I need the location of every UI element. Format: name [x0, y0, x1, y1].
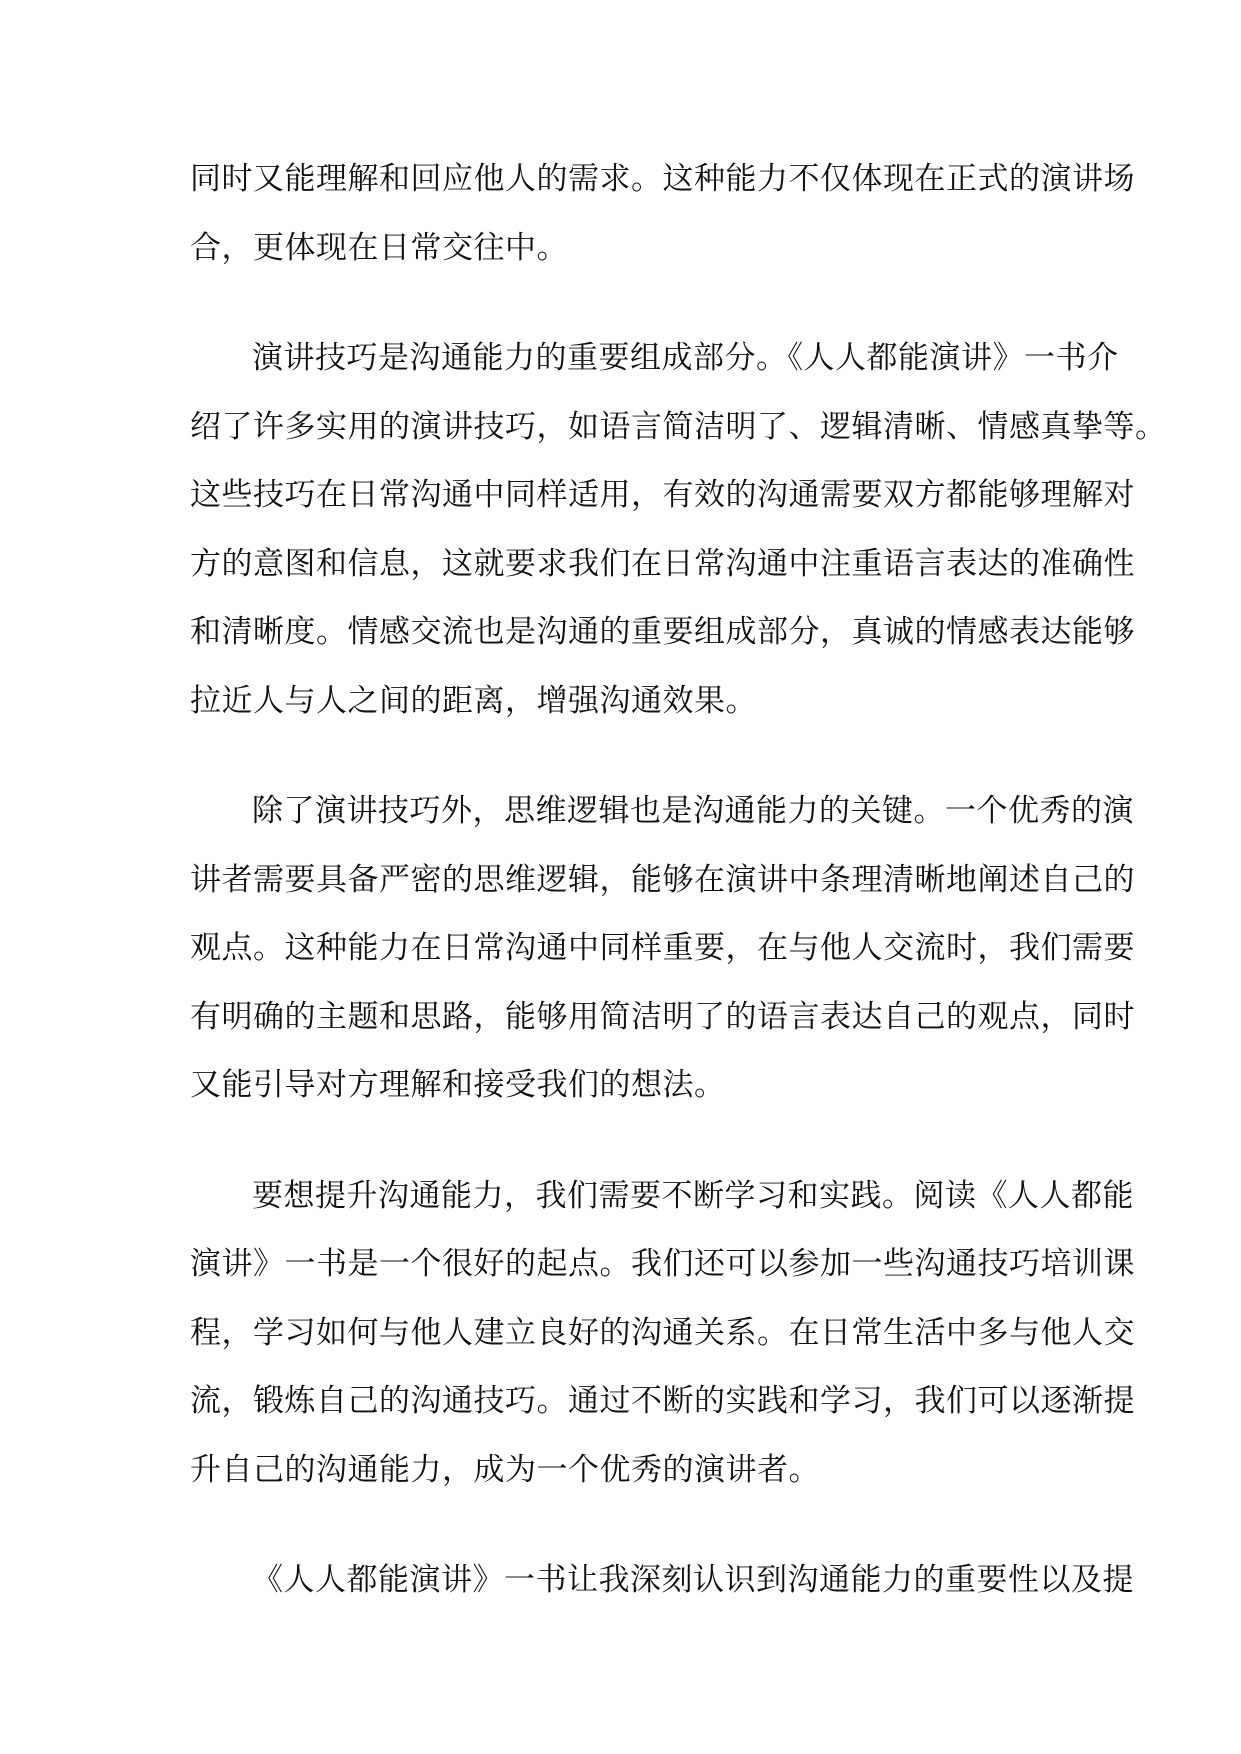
paragraph-line: 又能引导对方理解和接受我们的想法。 [190, 1067, 726, 1103]
paragraph-4 [190, 1162, 1135, 1505]
paragraph-line: 讲者需要具备严密的思维逻辑，能够在演讲中条理清晰地阐述自己的 [190, 861, 1135, 898]
paragraph-line: 流，锻炼自己的沟通技巧。通过不断的实践和学习，我们可以逐渐提 [190, 1383, 1135, 1419]
paragraph-line: 方的意图和信息，这就要求我们在日常沟通中注重语言表达的准确性 [190, 545, 1135, 582]
paragraph-line: 要想提升沟通能力，我们需要不断学习和实践。阅读《人人都能 [252, 1177, 1134, 1214]
paragraph-2 [190, 324, 1167, 735]
paragraph-line: 演讲》一书是一个很好的起点。我们还可以参加一些沟通技巧培训课 [190, 1246, 1135, 1282]
paragraph-line: 《人人都能演讲》一书让我深刻认识到沟通能力的重要性以及提 [252, 1562, 1134, 1598]
paragraph-line: 合，更体现在日常交往中。 [190, 229, 568, 266]
paragraph-line: 绍了许多实用的演讲技巧，如语言简洁明了、逻辑清晰、情感真挚等。 [190, 408, 1167, 445]
paragraph-line: 拉近人与人之间的距离，增强沟通效果。 [190, 682, 757, 719]
paragraph-line: 除了演讲技巧外，思维逻辑也是沟通能力的关键。一个优秀的演 [252, 793, 1134, 829]
paragraph-line: 演讲技巧是沟通能力的重要组成部分。《人人都能演讲》一书介 [252, 340, 1119, 376]
paragraph-line: 程，学习如何与他人建立良好的沟通关系。在日常生活中多与他人交 [190, 1314, 1135, 1351]
paragraph-line: 和清晰度。情感交流也是沟通的重要组成部分，真诚的情感表达能够 [190, 614, 1135, 650]
paragraph-line: 升自己的沟通能力，成为一个优秀的演讲者。 [190, 1451, 820, 1488]
paragraph-line: 有明确的主题和思路，能够用简洁明了的语言表达自己的观点，同时 [190, 998, 1135, 1035]
paragraph-3 [190, 777, 1135, 1120]
paragraph-line: 这些技巧在日常沟通中同样适用，有效的沟通需要双方都能够理解对 [190, 477, 1135, 513]
paragraph-line: 同时又能理解和回应他人的需求。这种能力不仅体现在正式的演讲场 [190, 161, 1135, 197]
paragraph-1 [190, 145, 1135, 282]
paragraph-line: 观点。这种能力在日常沟通中同样重要，在与他人交流时，我们需要 [190, 930, 1135, 966]
document-body [190, 145, 1167, 1615]
paragraph-5 [190, 1546, 1134, 1615]
